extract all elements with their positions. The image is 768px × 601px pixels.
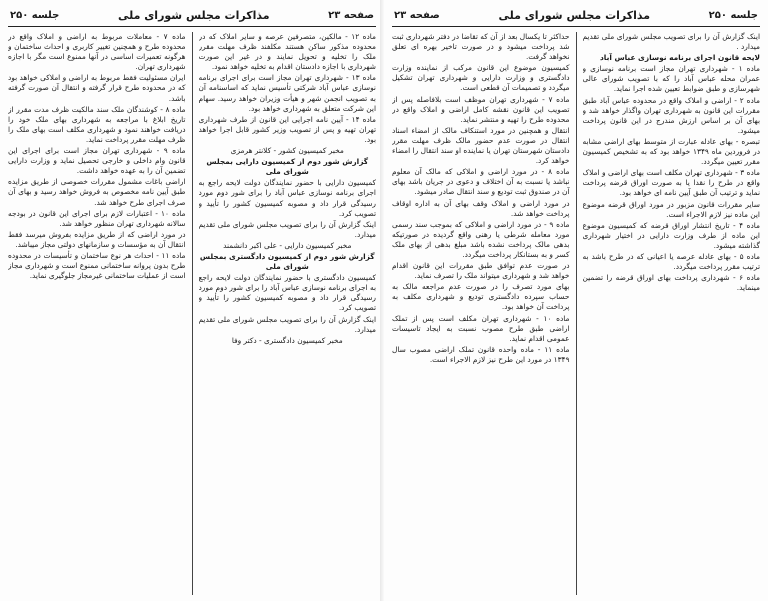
paragraph: کمیسیون دارایی با حضور نمایندگان دولت لایحه راجع به اجرای برنامه نوسازی عباس آباد را برای شور دوم مورد رسیدگی قرار داد و مصوبه کمیسیون کشور را تأیید و تصویب کرد. [198, 178, 376, 218]
right-columns [392, 32, 760, 595]
left-columns [8, 32, 376, 595]
paragraph: اراضی باغات مشمول مقررات خصوصی از طریق مزایده طبق آیین نامه مخصوص به فروش خواهد رسید و بهای آن صرف اجرای طرح خواهد شد. [8, 177, 186, 207]
left-page-session: جلسه ۲۵۰ [10, 9, 60, 21]
paragraph: ماده ۱۱ - احداث هر نوع ساختمان و تأسیسات در محدوده طرح بدون پروانه ساختمانی ممنوع است و شهرداری مجاز است از عملیات ساختمانی غیرمجاز جلوگیری نماید. [8, 250, 186, 281]
paragraph: در مورد اراضی که از طریق مزایده بفروش میرسد فقط انتقال آن به مؤسسات و سازمانهای دولتی مجاز میباشد. [8, 229, 186, 249]
paragraph: ماده ۱۰ - اعتبارات لازم برای اجرای این قانون در بودجه سالانه شهرداری تهران منظور خواهد شد. [8, 208, 186, 228]
left-header-rule [8, 26, 376, 27]
right-column-a [583, 32, 761, 595]
paragraph: ماده ۴ - تاریخ انتشار اوراق قرضه که کمیسیون موضوع این ماده از طرف وزارت دارایی در اختیار شهرداری گذاشته میشود. [582, 220, 760, 250]
paragraph: ماده ۵ - بهای عادله عرصه یا اعیانی که در طرح باشد به ترتیب مقرر پرداخت میگردد. [582, 251, 760, 272]
paragraph: مخبر کمیسیون کشور - کلانتر هرمزی [230, 146, 344, 156]
paragraph: اینک گزارش آن را برای تصویب مجلس شورای ملی تقدیم میدارد . [582, 32, 760, 52]
left-page-number: صفحه ۲۳ [328, 9, 374, 21]
paragraph: ماده ۱۲ - مالکین، متصرفین عرصه و سایر املاک که در محدوده مذکور ساکن هستند مکلفند ظرف مهلت مقرر ملک را تخلیه و تحویل نمایند و در غیر این صورت شهرداری با اجازه دادستان اقدام به تخلیه خواهد نمود. [198, 32, 376, 72]
paragraph: اینک گزارش آن را برای تصویب مجلس شورای ملی تقدیم میدارد. [198, 219, 376, 239]
left-column-a [199, 32, 377, 595]
paragraph: ماده ۸ - در مورد اراضی و املاکی که مالک آن معلوم نباشد یا نسبت به آن اختلاف و دعوی در جریان باشد بهای آن در صندوق ثبت تودیع و سند انتقال صادر میشود. [392, 167, 570, 197]
paragraph: ماده ۹ - شهرداری تهران مجاز است برای اجرای این قانون وام داخلی و خارجی تحصیل نماید و وزارت دارایی تضمین آن را به عهده خواهد داشت. [8, 146, 186, 176]
paragraph: سایر مقررات قانون مزبور در مورد اوراق قرضه موضوع این ماده نیز لازم الاجراء است. [582, 199, 760, 219]
left-column-divider [192, 32, 193, 595]
right-column-divider [576, 32, 577, 595]
paragraph: در صورت عدم توافق طبق مقررات این قانون اقدام خواهد شد و شهرداری میتواند ملک را تصرف نماید. [392, 261, 570, 281]
right-page-header [394, 6, 758, 24]
paragraph: اینک گزارش آن را برای تصویب مجلس شورای ملی تقدیم میدارد. [198, 314, 376, 334]
paragraph: حداکثر تا یکسال بعد از آن که تقاضا در دفتر شهرداری ثبت شد پرداخت میشود و در صورت تاخیر بهره ای تعلق نخواهد گرفت. [392, 32, 570, 62]
paragraph: گزارش شور دوم از کمیسیون دارایی بمجلس شورای ملی [206, 157, 369, 177]
paragraph: مخبر کمیسیون دارایی - علی اکبر دانشمند [223, 240, 352, 250]
paragraph: مخبر کمیسیون دادگستری - دکتر وفا [231, 335, 343, 345]
right-column-b [392, 32, 570, 595]
paragraph: ماده ۱۴ - آیین نامه اجرایی این قانون از طرف شهرداری تهران تهیه و پس از تصویب وزیر کشور قابل اجرا خواهد بود. [198, 114, 376, 144]
right-page-session: جلسه ۲۵۰ [708, 9, 758, 21]
paragraph: بهای مورد تصرف را در صورت عدم مراجعه مالک به حساب سپرده دادگستری تودیع و شهرداری مکلف به پرداخت آن خواهد بود. [392, 282, 570, 312]
paragraph: ماده ۱۳ - شهرداری تهران مجاز است برای اجرای برنامه نوسازی عباس آباد شرکتی تأسیس نماید که اساسنامه آن به تصویب انجمن شهر و هیأت وزیران خواهد رسید. سهام این شرکت متعلق به شهرداری خواهد بود. [198, 73, 376, 113]
left-column-b [8, 32, 186, 595]
left-page-title: مذاکرات مجلس شورای ملی [117, 8, 270, 22]
paragraph: تبصره - بهای عادله عبارت از متوسط بهای اراضی مشابه در فروردین ماه ۱۳۴۹ خواهد بود که به تشخیص کمیسیون مقرر تعیین میگردد. [582, 136, 760, 167]
right-page-number: صفحه ۲۳ [394, 9, 440, 21]
paragraph: ماده ۳ - شهرداری تهران مکلف است بهای اراضی و املاک واقع در طرح را نقدا یا به صورت اوراق قرضه پرداخت نماید و ترتیب آن طبق آیین نامه ای خواهد بود. [582, 168, 760, 198]
paragraph: ماده ۷ - شهرداری تهران موظف است بلافاصله پس از تصویب این قانون نقشه کامل اراضی و املاک واقع در محدوده طرح را تهیه و منتشر نماید. [392, 94, 570, 124]
paragraph: ماده ۲ - اراضی و املاک واقع در محدوده عباس آباد طبق مقررات این قانون به شهرداری تهران واگذار خواهد شد و بهای آن بر اساس ارزش مندرج در این قانون پرداخت میشود. [582, 95, 760, 135]
paragraph: لایحه قانون اجرای برنامه نوسازی عباس آباد [600, 53, 760, 63]
paragraph: کمیسیون موضوع این قانون مرکب از نماینده وزارت دادگستری و وزارت دارایی و شهرداری تهران تشکیل میگردد و تصمیمات آن قطعی است. [392, 63, 570, 93]
paragraph: ماده ۸ - کوشندگان ملک سند مالکیت ظرف مدت مقرر از تاریخ ابلاغ با مراجعه به شهرداری بهای ملک خود را دریافت خواهند نمود و شهرداری مکلف است بهای ملک را ظرف مهلت مقرر پرداخت نماید. [8, 104, 186, 144]
right-header-rule [392, 26, 760, 27]
paragraph: انتقال و همچنین در مورد استنکاف مالک از امضاء اسناد انتقال در صورت عدم حضور مالک ظرف مهلت مقرر دادستان شهرستان تهران یا نماینده او سند انتقال را امضاء خواهد کرد. [392, 125, 570, 166]
paragraph: ایران مسئولیت فقط مربوط به اراضی و املاکی خواهد بود که در محدوده طرح قرار گرفته و انتقال آن صورت گرفته باشد. [8, 73, 186, 103]
paragraph: ماده ۱۰ - شهرداری تهران مکلف است پس از تملک اراضی طبق طرح مصوب نسبت به ایجاد تاسیسات عمومی اقدام نماید. [392, 313, 570, 343]
left-page-header [10, 6, 374, 24]
paragraph: ماده ۱ - شهرداری تهران مجاز است برنامه نوسازی و عمران محله عباس آباد را که با تصویب شورای عالی شهرسازی و طبق ضوابط تعیین شده اجرا نماید. [582, 64, 760, 94]
paragraph: کمیسیون دادگستری با حضور نمایندگان دولت لایحه راجع به اجرای برنامه نوسازی عباس آباد را برای شور دوم مورد رسیدگی قرار داد و مصوبه کمیسیون کشور را تأیید و تصویب کرد. [198, 273, 376, 313]
paragraph: در مورد اراضی و املاک وقف بهای آن به اداره اوقاف پرداخت خواهد شد. [392, 198, 570, 218]
paragraph: ماده ۹ - در مورد اراضی و املاکی که بموجب سند رسمی مورد معامله شرطی یا رهنی واقع گردیده در صورتیکه بدهی مالک پرداخت نشده باشد مبلغ بدهی از بهای ملک کسر و به بستانکار پرداخت میگردد. [392, 219, 570, 259]
right-page [384, 0, 768, 601]
paragraph: ماده ۱۱ - ماده واحده قانون تملک اراضی مصوب سال ۱۳۴۹ در مورد این طرح نیز لازم الاجراء است. [392, 344, 570, 364]
paragraph: ماده ۷ - معاملات مربوط به اراضی و املاک واقع در محدوده طرح و همچنین تغییر کاربری و احداث ساختمان و هرگونه تعمیرات اساسی در آنها ممنوع است مگر با اجازه شهرداری تهران. [8, 32, 186, 72]
right-page-title: مذاکرات مجلس شورای ملی [498, 8, 651, 22]
paragraph: ماده ۶ - شهرداری پرداخت بهای اوراق قرضه را تضمین مینماید. [582, 273, 760, 293]
paragraph: گزارش شور دوم از کمیسیون دادگستری بمجلس شورای ملی [199, 251, 375, 272]
